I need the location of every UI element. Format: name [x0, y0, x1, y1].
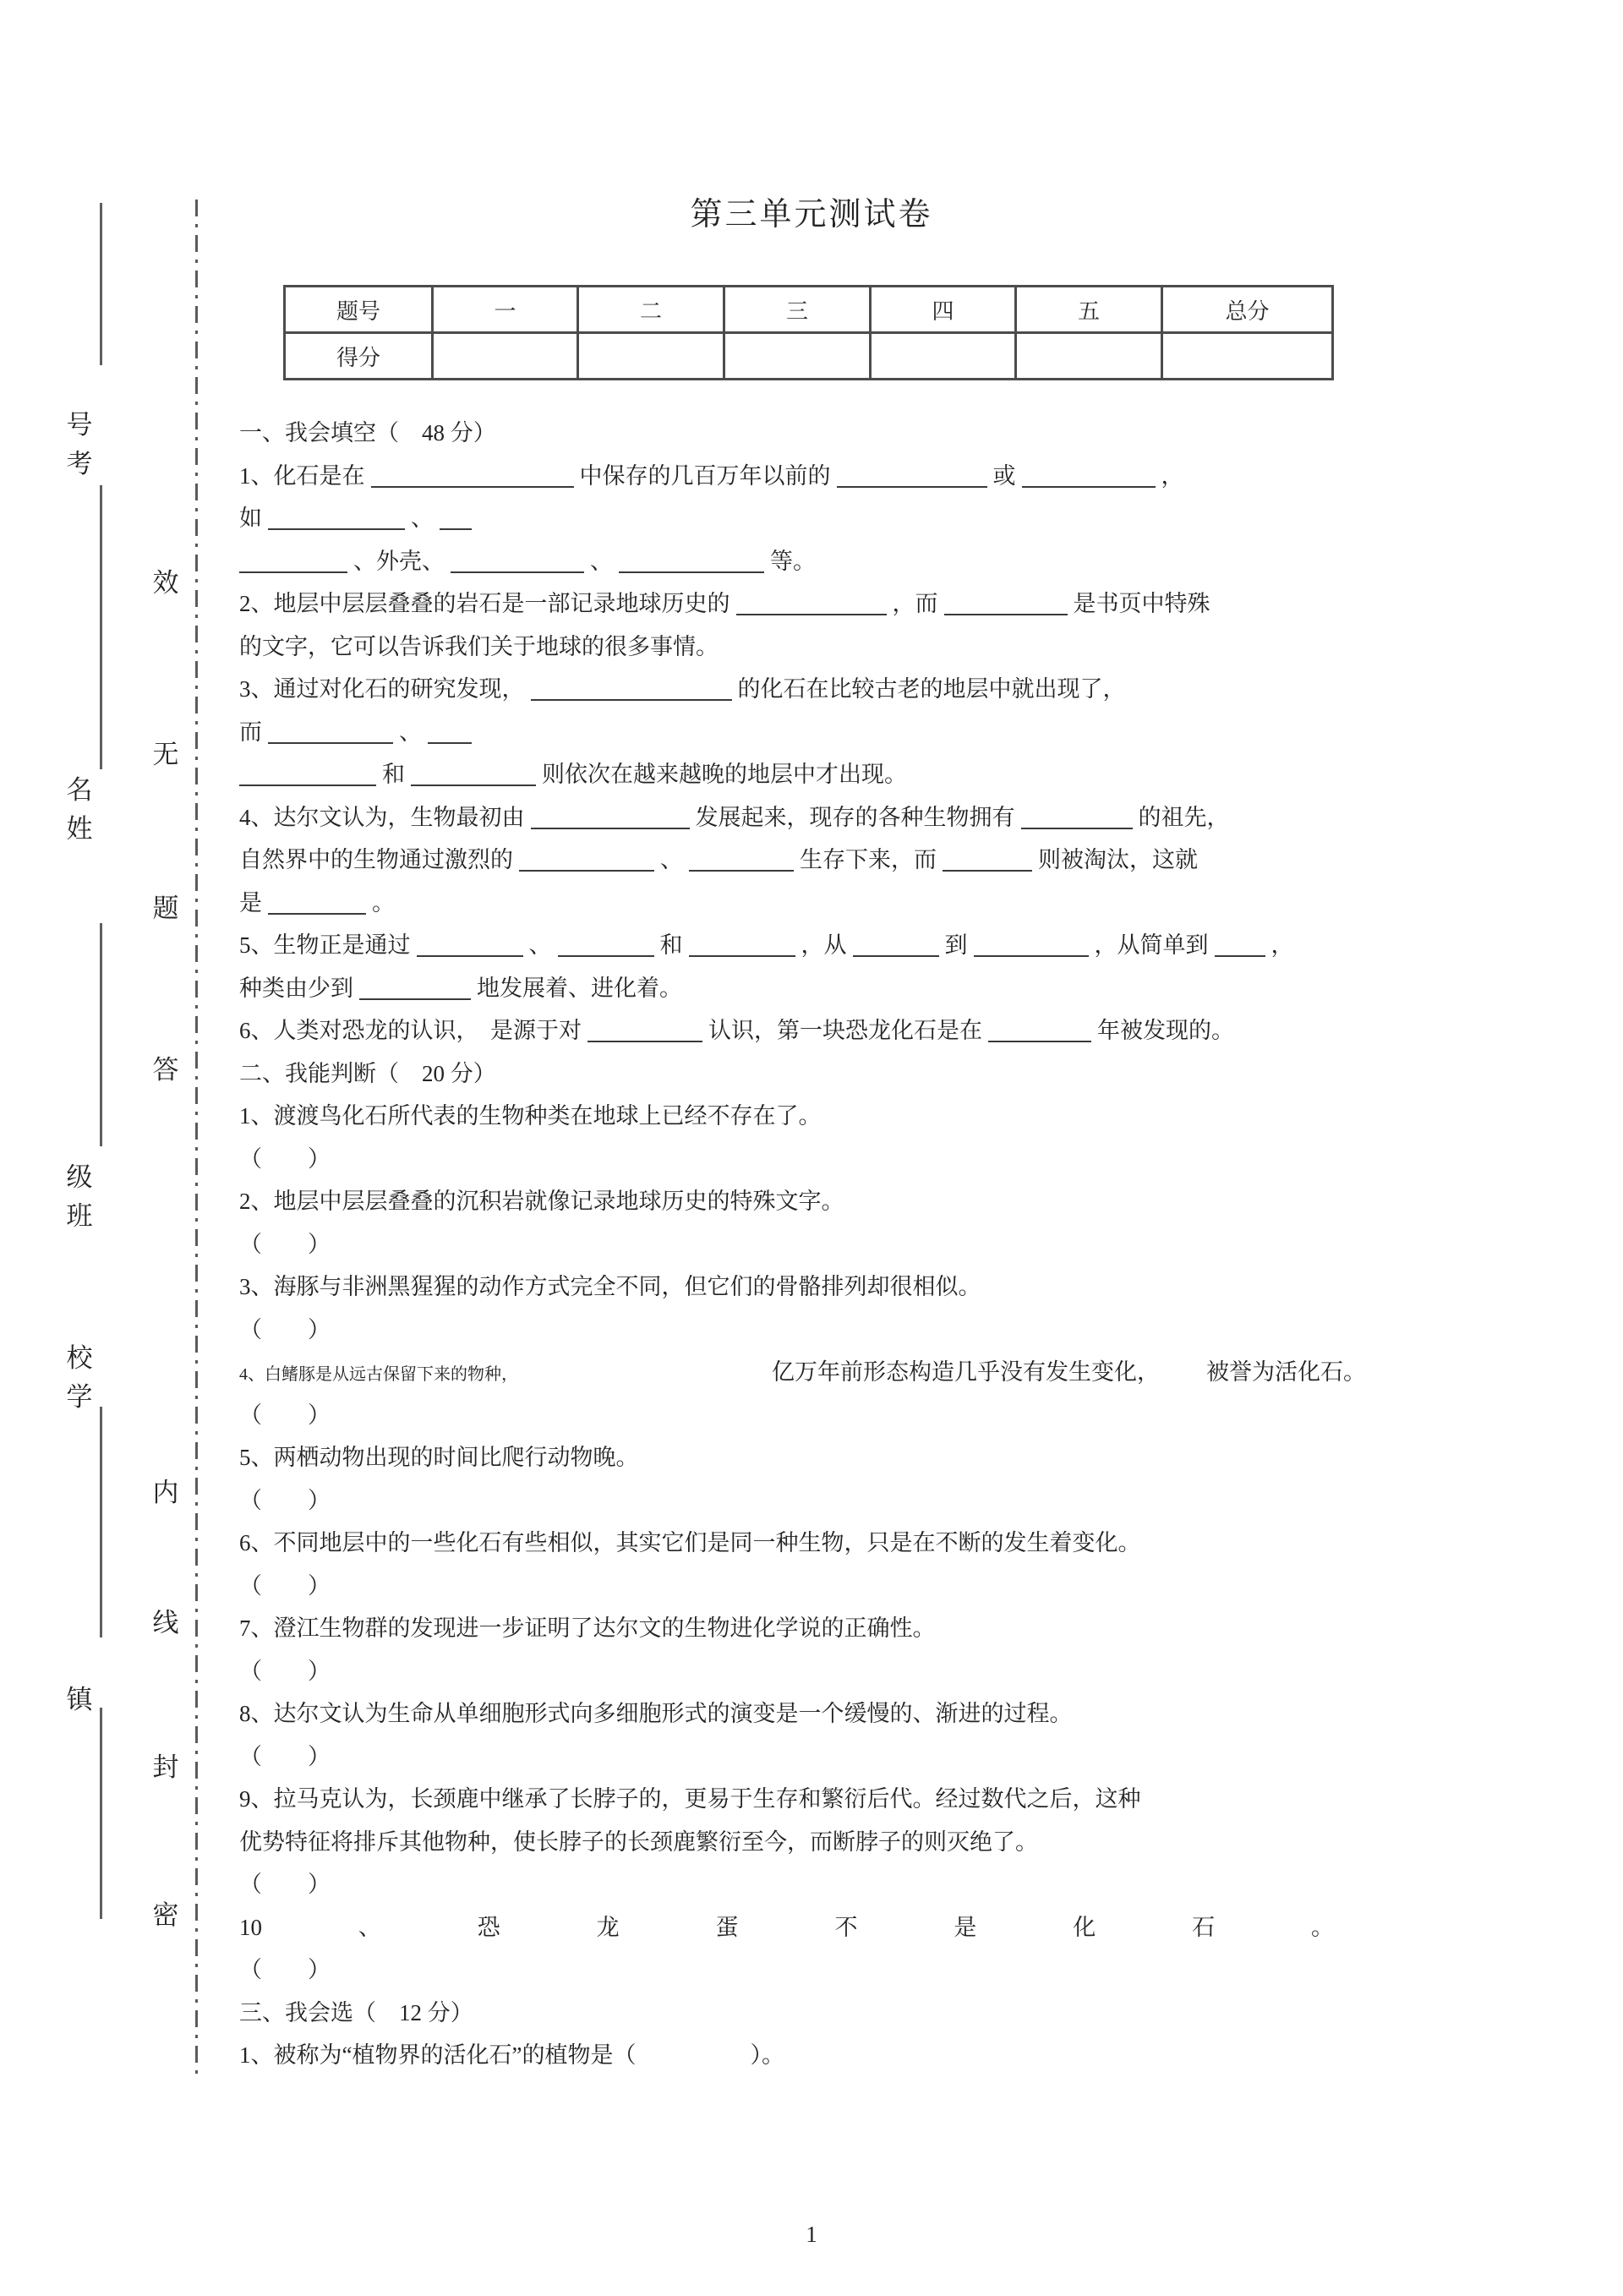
fill-q1-line3: 、外壳、 、 等。: [239, 540, 1389, 583]
answer-blank: [619, 543, 764, 573]
answer-blank: [359, 970, 471, 1000]
page-number: 1: [806, 2222, 817, 2247]
score-table-score-row: [285, 333, 1333, 380]
fill-q4-line3: 是 。: [239, 882, 1389, 925]
header-total: 总分: [1162, 287, 1333, 333]
header-part-5: 五: [1016, 287, 1162, 333]
seal-text-char: 无: [152, 740, 179, 769]
score-cell: [433, 333, 578, 380]
judge-q7-text: 7、澄江生物群的发现进一步证明了达尔文的生物进化学说的正确性。: [239, 1615, 936, 1641]
fill-q5-line1: 5、生物正是通过 、 和 ，从 到 ，从简单到 ，: [239, 924, 1389, 967]
judge-q1-answer-paren: （ ）: [239, 1145, 331, 1172]
judge-q5-answer-paren: （ ）: [239, 1487, 331, 1513]
judge-q9-answer-paren: （ ）: [239, 1872, 331, 1897]
fill-q2-line1: 2、地层中层层叠叠的岩石是一部记录地球历史的 ，而 是书页中特殊: [239, 582, 1389, 626]
answer-blank: [440, 500, 472, 530]
judge-q5-text: 5、两栖动物出现的时间比爬行动物晚。: [239, 1445, 639, 1470]
margin-label-name: 名姓: [66, 775, 93, 844]
judge-q3-text: 3、海豚与非洲黑猩猩的动作方式完全不同，但它们的骨骼排列却很相似。: [239, 1274, 981, 1299]
judge-q10-text: 10、恐龙蛋不是化石。: [239, 1914, 1334, 1940]
judge-q6-text: 6、不同地层中的一些化石有些相似，其实它们是同一种生物，只是在不断的发生着变化。: [239, 1530, 1141, 1555]
answer-blank: [1215, 927, 1265, 957]
fill-q3-line1: 3、通过对化石的研究发现， 的化石在比较古老的地层中就出现了，: [239, 668, 1389, 711]
margin-label-school: 校学: [66, 1343, 93, 1412]
answer-blank: [268, 713, 393, 744]
header-part-3: 三: [724, 287, 871, 333]
answer-blank: [239, 756, 376, 786]
exam-content: [239, 412, 1389, 2077]
judge-q9-line1: 9、拉马克认为，长颈鹿中继承了长脖子的，更易于生存和繁衍后代。经过数代之后，这种: [239, 1786, 1141, 1812]
answer-blank: [1021, 799, 1133, 829]
answer-blank: [736, 585, 887, 615]
fill-q3-line2: 而 、: [239, 711, 1389, 754]
score-row-label: 得分: [285, 333, 433, 380]
header-part-2: 二: [578, 287, 724, 333]
answer-blank: [974, 927, 1089, 957]
fill-q4-line2: 自然界中的生物通过激烈的 、 生存下来，而 则被淘汰，这就: [239, 839, 1389, 882]
margin-label-town: 镇: [66, 1685, 93, 1714]
seal-text-char: 答: [152, 1055, 179, 1085]
answer-blank: [268, 884, 366, 915]
answer-blank: [944, 585, 1068, 615]
header-part-1: 一: [433, 287, 578, 333]
answer-blank: [837, 457, 987, 488]
judge-q1-text: 1、渡渡鸟化石所代表的生物种类在地球上已经不存在了。: [239, 1103, 822, 1129]
fill-q1-line1: 1、化石是在 中保存的几百万年以前的 或 ，: [239, 455, 1389, 498]
seal-text-char: 密: [152, 1900, 179, 1930]
score-cell: [578, 333, 724, 380]
fill-q2-line2: 的文字，它可以告诉我们关于地球的很多事情。: [239, 633, 719, 659]
header-part-4: 四: [871, 287, 1016, 333]
seal-text-char: 内: [152, 1478, 179, 1507]
fill-q5-line2: 种类由少到 地发展着、进化着。: [239, 967, 1389, 1010]
seal-text-char: 题: [152, 894, 179, 923]
fill-q6-line: 6、人类对恐龙的认识， 是源于对 认识，第一块恐龙化石是在 年被发现的。: [239, 1009, 1389, 1052]
answer-blank: [451, 543, 584, 573]
section-fill-title: 一、我会填空（ 48 分）: [239, 420, 496, 446]
judge-q2-text: 2、地层中层层叠叠的沉积岩就像记录地球历史的特殊文字。: [239, 1189, 844, 1214]
answer-blank: [1022, 457, 1156, 488]
judge-q4-small-text: 4、白鳍豚是从远古保留下来的物种，: [239, 1365, 518, 1384]
score-table-header-row: [285, 287, 1333, 333]
section-choice-title: 三、我会选（ 12 分）: [239, 1999, 473, 2025]
answer-blank: [943, 841, 1032, 872]
margin-field-line: [100, 485, 102, 769]
answer-blank: [853, 927, 939, 957]
judge-q3-answer-paren: （ ）: [239, 1316, 331, 1342]
score-cell: [1162, 333, 1333, 380]
score-cell: [1016, 333, 1162, 380]
header-question-number: 题号: [285, 287, 433, 333]
answer-blank: [988, 1012, 1091, 1042]
seal-dashed-line: [195, 200, 198, 2080]
seal-text-char: 线: [152, 1608, 179, 1637]
fill-q1-line2: 如 、: [239, 497, 1389, 540]
margin-field-line: [100, 1407, 102, 1637]
score-table: [283, 285, 1334, 380]
margin-field-line: [100, 1708, 102, 1919]
choice-q1-text: 1、被称为“植物界的活化石”的植物是（ ）。: [239, 2042, 784, 2068]
margin-label-class: 级班: [66, 1162, 93, 1231]
score-cell: [871, 333, 1016, 380]
judge-q8-text: 8、达尔文认为生命从单细胞形式向多细胞形式的演变是一个缓慢的、渐进的过程。: [239, 1701, 1073, 1726]
fill-q4-line1: 4、达尔文认为，生物最初由 发展起来，现存的各种生物拥有 的祖先，: [239, 796, 1389, 839]
answer-blank: [689, 841, 794, 872]
answer-blank: [531, 799, 690, 829]
margin-label-exam-number: 号考: [66, 410, 93, 478]
score-cell: [724, 333, 871, 380]
judge-q6-answer-paren: （ ）: [239, 1572, 331, 1599]
judge-q10-answer-paren: （ ）: [239, 1957, 331, 1982]
fill-q3-line3: 和 则依次在越来越晚的地层中才出现。: [239, 753, 1389, 796]
judge-q7-answer-paren: （ ）: [239, 1658, 331, 1684]
section-judge-title: 二、我能判断（ 20 分）: [239, 1060, 496, 1086]
judge-q2-answer-paren: （ ）: [239, 1231, 331, 1257]
answer-blank: [268, 500, 405, 530]
answer-blank: [587, 1012, 702, 1042]
answer-blank: [239, 543, 347, 573]
judge-q8-answer-paren: （ ）: [239, 1743, 331, 1769]
answer-blank: [531, 670, 732, 701]
judge-q4-answer-paren: （ ）: [239, 1402, 331, 1428]
answer-blank: [428, 713, 472, 744]
answer-blank: [558, 927, 654, 957]
seal-text-char: 效: [152, 568, 179, 598]
answer-blank: [519, 841, 654, 872]
answer-blank: [371, 457, 574, 488]
margin-field-line: [100, 923, 102, 1146]
judge-q4-text: 4、白鳍豚是从远古保留下来的物种， 亿万年前形态构造几乎没有发生变化， 被誉为活化石。: [239, 1359, 1366, 1385]
judge-q9-line2: 优势特征将排斥其他物种，使长脖子的长颈鹿繁衍至今，而断脖子的则灭绝了。: [239, 1829, 1038, 1855]
answer-blank: [417, 927, 523, 957]
seal-text-char: 封: [152, 1752, 179, 1782]
page-title: 第三单元测试卷: [690, 197, 933, 232]
answer-blank: [411, 756, 536, 786]
answer-blank: [689, 927, 795, 957]
